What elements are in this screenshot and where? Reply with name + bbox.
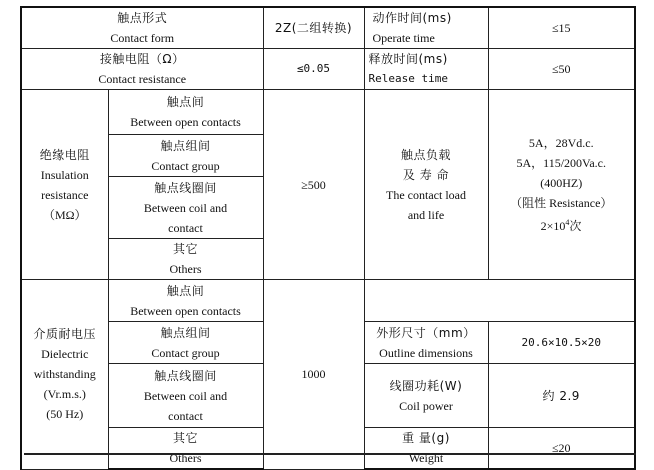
contact-resistance-value-cell	[263, 49, 364, 90]
bottom-rule	[24, 453, 636, 455]
dielectric-sub3-en: Between coil and	[143, 388, 228, 403]
dielectric-label-unit2: (50 Hz)	[46, 407, 84, 422]
dielectric-sub1-zh: 触点间	[166, 283, 205, 298]
insulation-sub3-zh: 触点线圈间	[154, 180, 217, 195]
contact-load-label-en2: and life	[407, 207, 445, 222]
dielectric-sub-coil-contact	[108, 364, 263, 428]
operate-time-value: ≤15	[551, 21, 571, 35]
insulation-label-zh: 绝缘电阻	[39, 147, 90, 162]
insulation-sub1-en: Between open contacts	[130, 115, 241, 129]
contact-load-value-l1: 5A，28Vd.c.	[528, 136, 594, 150]
operate-time-label-en: Operate time	[372, 31, 435, 45]
contact-load-value-l5	[491, 213, 633, 236]
spec-table-wrapper	[20, 6, 634, 470]
life-suffix: 次	[569, 219, 582, 233]
coil-power-label-en: Coil power	[399, 398, 453, 413]
coil-power-value-cell	[488, 364, 635, 428]
dielectric-sub-contact-group	[108, 322, 263, 364]
relay-spec-table	[20, 6, 636, 470]
contact-load-label-zh1: 触点负载	[400, 147, 451, 162]
insulation-value-cell	[263, 90, 364, 280]
row-contact-resistance	[21, 49, 635, 90]
contact-load-label-cell	[364, 90, 488, 280]
outline-label-en: Outline dimensions	[379, 345, 473, 360]
insulation-sub-open-contacts	[108, 90, 263, 135]
contact-resistance-value: ≤0.05	[296, 62, 331, 75]
weight-label-cell	[364, 428, 488, 470]
dielectric-sub2-en: Contact group	[151, 345, 220, 360]
release-time-label-cell	[364, 49, 488, 90]
weight-label-zh: 重 量(g)	[402, 431, 450, 445]
weight-value-cell	[488, 428, 635, 470]
contact-load-value-l2: 5A，115/200Va.c.	[516, 156, 607, 170]
top-cut-strip	[20, 0, 634, 5]
insulation-label-en1: Insulation	[40, 167, 89, 182]
insulation-sub2-en: Contact group	[151, 158, 220, 173]
life-base: 2×10	[540, 219, 566, 233]
dielectric-sub4-en: Others	[169, 451, 202, 465]
release-time-label-en: Release time	[368, 72, 448, 85]
operate-time-label-zh: 动作时间(ms)	[372, 11, 452, 25]
insulation-sub-contact-group	[108, 135, 263, 177]
dielectric-label-en1: Dielectric	[41, 347, 89, 362]
contact-load-label-en1: The contact load	[386, 187, 466, 202]
insulation-sub2-zh: 触点组间	[160, 138, 211, 153]
contact-load-value-l4: （阻性 Resistance）	[510, 196, 613, 210]
outline-value-cell	[488, 322, 635, 364]
dielectric-sub2-zh: 触点组间	[160, 325, 211, 340]
contact-load-value-l3: (400HZ)	[540, 176, 583, 190]
weight-value: ≤20	[551, 441, 571, 455]
insulation-sub-coil-contact	[108, 177, 263, 239]
release-time-label-zh: 释放时间(ms)	[368, 52, 448, 66]
outline-value: 20.6×10.5×20	[521, 335, 601, 349]
dielectric-sub1-en: Between open contacts	[130, 303, 241, 318]
dielectric-label-en2: withstanding	[33, 367, 96, 382]
dielectric-sub-open-contacts	[108, 280, 263, 322]
insulation-label-unit: （MΩ）	[42, 207, 87, 222]
dielectric-value-cell	[263, 280, 364, 470]
coil-power-label-zh: 线圈功耗(W)	[389, 378, 463, 393]
contact-form-label-cell	[21, 7, 263, 49]
dielectric-sub-others	[108, 428, 263, 470]
contact-load-label-zh2: 及 寿 命	[402, 167, 450, 182]
insulation-sub-others	[108, 239, 263, 280]
contact-form-label-en: Contact form	[110, 31, 175, 45]
insulation-value: ≥500	[301, 177, 326, 192]
insulation-sub4-zh: 其它	[172, 242, 198, 256]
insulation-sub3-en: Between coil and	[143, 200, 228, 215]
contact-form-value-cell	[263, 7, 364, 49]
insulation-sub1-zh: 触点间	[166, 95, 205, 109]
contact-resistance-label-en: Contact resistance	[98, 72, 187, 86]
insulation-label-en2: resistance	[41, 187, 89, 202]
operate-time-label-cell	[364, 7, 488, 49]
dielectric-label-unit1: (Vr.m.s.)	[43, 387, 86, 402]
insulation-sub4-en: Others	[169, 262, 202, 276]
contact-form-label-zh: 触点形式	[117, 11, 168, 25]
release-time-value: ≤50	[551, 62, 571, 76]
dielectric-label-cell	[21, 280, 108, 470]
coil-power-value: 约 2.9	[542, 388, 580, 403]
contact-resistance-label-cell	[21, 49, 263, 90]
dielectric-value: 1000	[301, 367, 326, 382]
row-insulation-1	[21, 90, 635, 135]
outline-label-zh: 外形尺寸（mm）	[376, 325, 476, 340]
row-dielectric-1	[21, 280, 635, 322]
coil-power-label-cell	[364, 364, 488, 428]
contact-load-continued-cell	[364, 280, 635, 322]
dielectric-sub3-en2: contact	[168, 408, 203, 423]
insulation-label-cell	[21, 90, 108, 280]
dielectric-sub4-zh: 其它	[172, 431, 198, 445]
contact-form-value: 2Z(二组转换)	[274, 21, 353, 35]
weight-label-en: Weight	[408, 451, 444, 465]
insulation-sub3-en2: contact	[168, 220, 203, 235]
contact-load-value-cell	[488, 90, 635, 280]
row-contact-form	[21, 7, 635, 49]
release-time-value-cell	[488, 49, 635, 90]
dielectric-label-zh: 介质耐电压	[33, 327, 96, 342]
operate-time-value-cell	[488, 7, 635, 49]
life-exponent: 4	[565, 218, 570, 227]
outline-label-cell	[364, 322, 488, 364]
contact-resistance-label-zh: 接触电阻（Ω）	[99, 52, 185, 66]
dielectric-sub3-zh: 触点线圈间	[154, 368, 217, 383]
